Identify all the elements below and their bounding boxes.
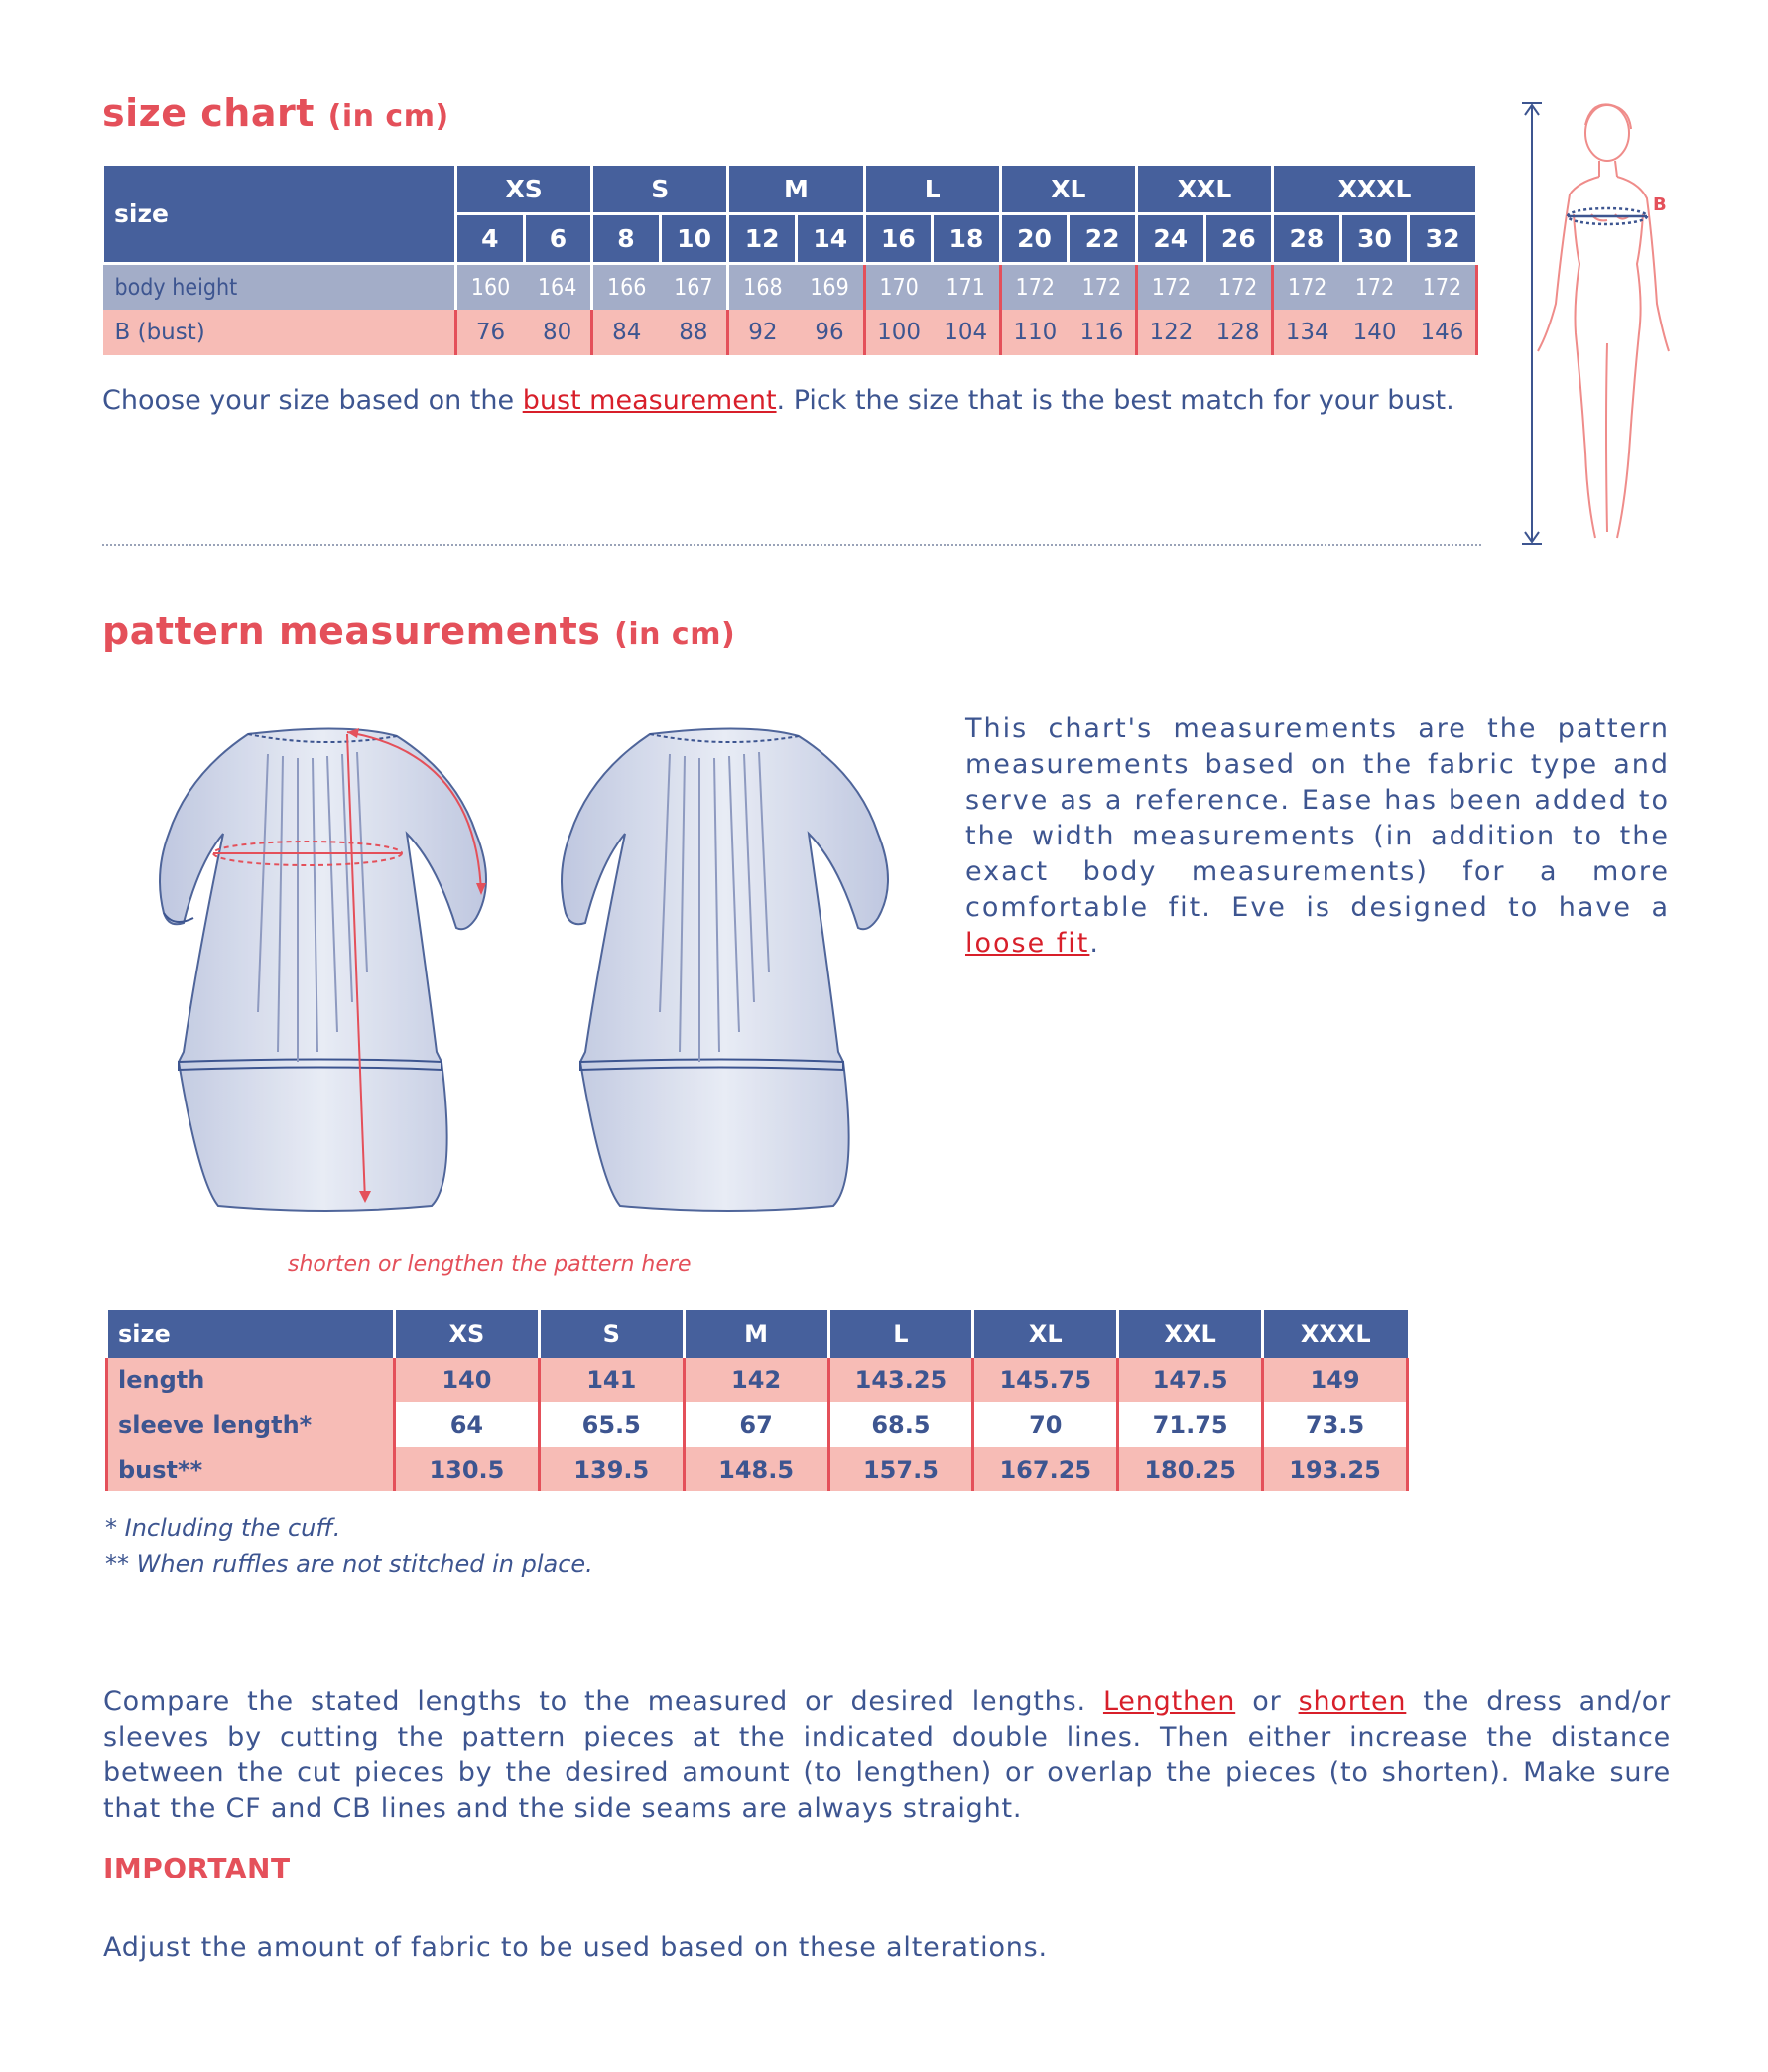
- length-cell: 147.5: [1118, 1358, 1263, 1402]
- bust-cell-pattern: 193.25: [1263, 1447, 1408, 1491]
- alteration-instructions: [103, 1684, 1671, 1827]
- sleeve-length-cell: 65.5: [539, 1402, 684, 1447]
- pattern-header-cell: M: [684, 1310, 828, 1358]
- sleeve-length-label: sleeve length*: [107, 1402, 395, 1447]
- bust-cell-pattern: 157.5: [828, 1447, 973, 1491]
- length-cell: 149: [1263, 1358, 1408, 1402]
- size-number: 28: [1273, 214, 1341, 264]
- size-chart-unit: (in cm): [327, 99, 449, 134]
- size-number: 14: [796, 214, 864, 264]
- size-group: XS: [456, 165, 592, 214]
- size-note-text: Choose your size based on the: [102, 385, 523, 416]
- pattern-header-row: [107, 1310, 1408, 1358]
- bust-measurement-link[interactable]: bust measurement: [522, 385, 777, 416]
- sleeve-length-cell: 67: [684, 1402, 828, 1447]
- body-height-cell: 172: [1000, 264, 1069, 311]
- footnote-cuff: * Including the cuff.: [105, 1514, 341, 1542]
- body-height-cell: 170: [864, 264, 933, 311]
- size-number: 6: [524, 214, 592, 264]
- lengthen-link[interactable]: Lengthen: [1102, 1686, 1236, 1717]
- sleeve-length-row: [107, 1402, 1408, 1447]
- size-group-row: [103, 165, 1477, 214]
- body-height-cell: 169: [796, 264, 864, 311]
- size-number: 12: [728, 214, 797, 264]
- bust-cell: 128: [1204, 310, 1273, 355]
- size-number: 30: [1340, 214, 1409, 264]
- bust-cell-pattern: 167.25: [973, 1447, 1118, 1491]
- length-cell: 143.25: [828, 1358, 973, 1402]
- length-cell: 141: [539, 1358, 684, 1402]
- footnote-ruffles: ** When ruffles are not stitched in place.: [105, 1550, 593, 1578]
- body-figure-illustration: [1508, 95, 1677, 552]
- length-label: length: [107, 1358, 395, 1402]
- size-group: S: [592, 165, 728, 214]
- sleeve-length-cell: 68.5: [828, 1402, 973, 1447]
- important-heading: IMPORTANT: [103, 1852, 291, 1884]
- pattern-description-text: This chart's measurements are the pattern measurements based on the fabric type and serve as a reference. Ease has been added to the width measurements (in addition to the exact body measurements) for a more comfortable fit. Eve is designed to have a: [965, 713, 1670, 923]
- body-height-cell: 167: [660, 264, 728, 311]
- size-chart-table: [101, 163, 1478, 355]
- body-height-cell: 160: [456, 264, 525, 311]
- pattern-unit: (in cm): [614, 617, 736, 652]
- size-number: 26: [1204, 214, 1273, 264]
- pattern-description-end: .: [1089, 928, 1100, 959]
- pattern-header-cell: XL: [973, 1310, 1118, 1358]
- pattern-header-size: size: [107, 1310, 395, 1358]
- size-note: [102, 383, 1491, 419]
- size-note-text-end: . Pick the size that is the best match for your bust.: [776, 385, 1454, 416]
- bust-row-pattern: [107, 1447, 1408, 1491]
- body-height-cell: 166: [592, 264, 661, 311]
- bust-label-pattern: bust**: [107, 1447, 395, 1491]
- bust-cell: 146: [1409, 310, 1477, 355]
- size-chart-title: [102, 91, 449, 135]
- body-height-cell: 172: [1204, 264, 1273, 311]
- body-height-cell: 168: [728, 264, 797, 311]
- size-number: 20: [1000, 214, 1069, 264]
- bust-cell: 96: [796, 310, 864, 355]
- size-group: XL: [1000, 165, 1136, 214]
- bust-cell: 104: [933, 310, 1001, 355]
- body-height-cell: 172: [1136, 264, 1204, 311]
- body-height-cell: 164: [524, 264, 592, 311]
- pattern-title-text: pattern measurements: [102, 609, 601, 653]
- loose-fit-link[interactable]: loose fit: [965, 928, 1090, 959]
- size-number: 8: [592, 214, 661, 264]
- size-chart-title-text: size chart: [102, 91, 315, 135]
- body-height-cell: 172: [1340, 264, 1409, 311]
- bust-cell: 88: [660, 310, 728, 355]
- body-height-cell: 172: [1273, 264, 1341, 311]
- size-group: L: [864, 165, 1000, 214]
- sleeve-length-cell: 71.75: [1118, 1402, 1263, 1447]
- sleeve-length-cell: 64: [395, 1402, 540, 1447]
- length-cell: 145.75: [973, 1358, 1118, 1402]
- shorten-legend: shorten or lengthen the pattern here: [288, 1252, 692, 1277]
- size-number: 10: [660, 214, 728, 264]
- size-number: 24: [1136, 214, 1204, 264]
- bust-cell: 110: [1000, 310, 1069, 355]
- bust-cell: 134: [1273, 310, 1341, 355]
- pattern-description: [965, 712, 1670, 962]
- length-cell: 140: [395, 1358, 540, 1402]
- body-height-cell: 172: [1409, 264, 1477, 311]
- bust-cell: 92: [728, 310, 797, 355]
- size-number: 4: [456, 214, 525, 264]
- pattern-header-cell: XXXL: [1263, 1310, 1408, 1358]
- bust-cell: 80: [524, 310, 592, 355]
- fabric-note: Adjust the amount of fabric to be used based on these alterations.: [103, 1932, 1048, 1963]
- bust-cell: 116: [1069, 310, 1137, 355]
- section-divider: [102, 544, 1481, 546]
- bust-cell-pattern: 180.25: [1118, 1447, 1263, 1491]
- pattern-header-cell: S: [539, 1310, 684, 1358]
- sleeve-length-cell: 73.5: [1263, 1402, 1408, 1447]
- size-group: M: [728, 165, 864, 214]
- bust-label: B (bust): [103, 310, 456, 355]
- size-number: 22: [1069, 214, 1137, 264]
- pattern-header-cell: XS: [395, 1310, 540, 1358]
- bust-cell-pattern: 139.5: [539, 1447, 684, 1491]
- length-cell: 142: [684, 1358, 828, 1402]
- bust-cell: 84: [592, 310, 661, 355]
- sleeve-length-cell: 70: [973, 1402, 1118, 1447]
- bust-cell-pattern: 130.5: [395, 1447, 540, 1491]
- bust-cell: 122: [1136, 310, 1204, 355]
- pattern-header-cell: XXL: [1118, 1310, 1263, 1358]
- size-label: size: [103, 165, 456, 264]
- bust-marker-label: B: [1653, 194, 1667, 215]
- pattern-table: [105, 1310, 1409, 1491]
- dress-back: [562, 728, 888, 1211]
- alteration-text-rest: the dress and/or sleeves by cutting the pattern pieces at the indicated double lines. Then either increase the distance between the cut pieces by the desired amount (to lengthen) or overlap the pieces (to shorten). Make sure that the CF and CB lines and the side seams are always straight.: [103, 1686, 1671, 1824]
- pattern-header-cell: L: [828, 1310, 973, 1358]
- body-height-row: [103, 264, 1477, 311]
- size-number: 32: [1409, 214, 1477, 264]
- bust-cell-pattern: 148.5: [684, 1447, 828, 1491]
- size-group: XXXL: [1273, 165, 1477, 214]
- alteration-text-or: or: [1235, 1686, 1299, 1717]
- body-height-label: body height: [103, 264, 456, 311]
- bust-cell: 76: [456, 310, 525, 355]
- size-number: 16: [864, 214, 933, 264]
- bust-cell: 140: [1340, 310, 1409, 355]
- dress-front: [160, 728, 486, 1211]
- dress-illustration: [99, 714, 893, 1230]
- size-number: 18: [933, 214, 1001, 264]
- length-row: [107, 1358, 1408, 1402]
- pattern-title: [102, 609, 735, 653]
- alteration-text: Compare the stated lengths to the measured or desired lengths.: [103, 1686, 1103, 1717]
- size-group: XXL: [1136, 165, 1272, 214]
- body-height-cell: 171: [933, 264, 1001, 311]
- bust-cell: 100: [864, 310, 933, 355]
- bust-row: [103, 310, 1477, 355]
- body-height-cell: 172: [1069, 264, 1137, 311]
- shorten-link[interactable]: shorten: [1298, 1686, 1407, 1717]
